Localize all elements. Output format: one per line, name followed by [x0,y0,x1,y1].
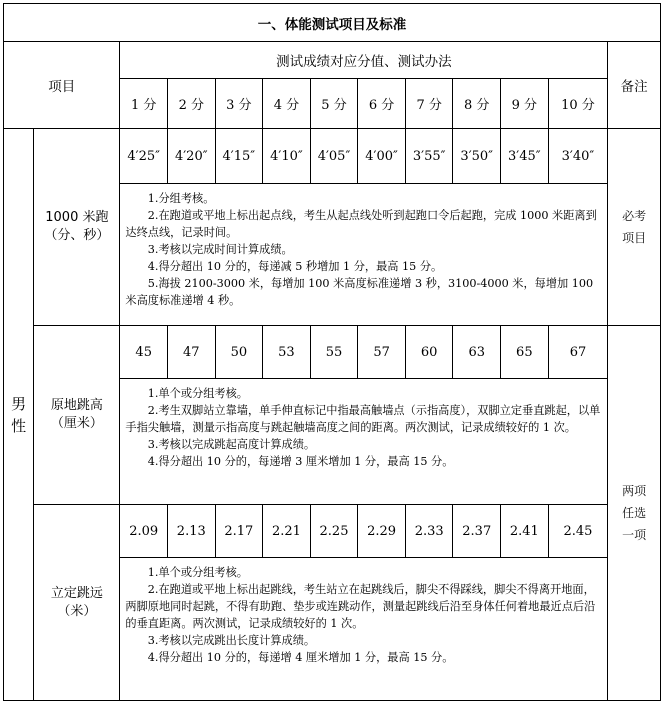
gender-char: 性 [11,416,27,435]
remark-choose-one: 两项 任选 一项 [608,326,661,701]
score-cell: 3′55″ [405,129,453,184]
point-label: 1 分 [120,79,168,129]
score-cell: 60 [405,326,453,379]
score-cell: 2.33 [405,505,453,558]
score-cell: 4′00″ [358,129,406,184]
point-label: 4 分 [263,79,311,129]
score-cell: 2.37 [453,505,501,558]
score-cell: 2.45 [548,505,608,558]
header-item: 项目 [4,42,120,129]
point-label: 5 分 [310,79,358,129]
gender-cell [4,129,34,701]
score-cell: 63 [453,326,501,379]
point-label: 10 分 [548,79,608,129]
method-1000m: 1.分组考核。 2.在跑道或平地上标出起点线，考生从起点线处听到起跑口令后起跑，完成 1000 米距离到达终点线，记录时间。 3.考核以完成时间计算成绩。 4.得分超出 10 分的，每递减 5 秒增加 1 分，最高 15 分。 5.海拔 2100-3000 米，每增加 100 米高度标准递增 3 秒，3100-4000 米，每增加 100 米高度标准递增 4 秒。 [120,184,608,326]
fitness-standards-table [3,3,661,701]
score-cell: 2.09 [120,505,168,558]
method-high-jump: 1.单个或分组考核。 2.考生双脚站立靠墙，单手伸直标记中指最高触墙点（示指高度），双脚立定垂直跳起，以单手指尖触墙，测量示指高度与跳起触墙高度之间的距离。两次测试，记录成绩较好的 1 次。 3.考核以完成跳起高度计算成绩。 4.得分超出 10 分的，每递增 3 厘米增加 1 分，最高 15 分。 [120,379,608,505]
point-label: 2 分 [167,79,215,129]
score-cell: 65 [501,326,549,379]
score-cell: 2.21 [263,505,311,558]
point-label: 9 分 [501,79,549,129]
point-label: 3 分 [215,79,263,129]
table-title: 一、体能测试项目及标准 [4,4,661,42]
score-cell: 67 [548,326,608,379]
point-label: 8 分 [453,79,501,129]
score-cell: 4′10″ [263,129,311,184]
score-cell: 4′05″ [310,129,358,184]
score-cell: 53 [263,326,311,379]
point-label: 6 分 [358,79,406,129]
score-cell: 45 [120,326,168,379]
remark-required: 必考 项目 [608,129,661,326]
score-cell: 3′50″ [453,129,501,184]
point-label: 7 分 [405,79,453,129]
score-cell: 55 [310,326,358,379]
score-cell: 2.13 [167,505,215,558]
header-remark: 备注 [608,42,661,129]
score-cell: 4′25″ [120,129,168,184]
item-name-1000m: 1000 米跑 （分、秒） [34,129,120,326]
score-cell: 4′20″ [167,129,215,184]
score-cell: 4′15″ [215,129,263,184]
score-cell: 2.41 [501,505,549,558]
method-long-jump: 1.单个或分组考核。 2.在跑道或平地上标出起跳线，考生站立在起跳线后，脚尖不得踩线，脚尖不得离开地面，两脚原地同时起跳，不得有助跑、垫步或连跳动作，测量起跳线后沿至身体任何着地最近点后沿的垂直距离。两次测试，记录成绩较好的 1 次。 3.考核以完成跳出长度计算成绩。 4.得分超出 10 分的，每递增 4 厘米增加 1 分，最高 15 分。 [120,558,608,701]
gender-char: 男 [11,394,27,413]
score-cell: 3′45″ [501,129,549,184]
score-cell: 57 [358,326,406,379]
score-cell: 50 [215,326,263,379]
item-name-long-jump: 立定跳远 （米） [34,505,120,701]
score-cell: 2.17 [215,505,263,558]
item-name-high-jump: 原地跳高 （厘米） [34,326,120,505]
score-cell: 2.29 [358,505,406,558]
score-cell: 2.25 [310,505,358,558]
score-cell: 47 [167,326,215,379]
header-method: 测试成绩对应分值、测试办法 [120,42,608,79]
score-cell: 3′40″ [548,129,608,184]
